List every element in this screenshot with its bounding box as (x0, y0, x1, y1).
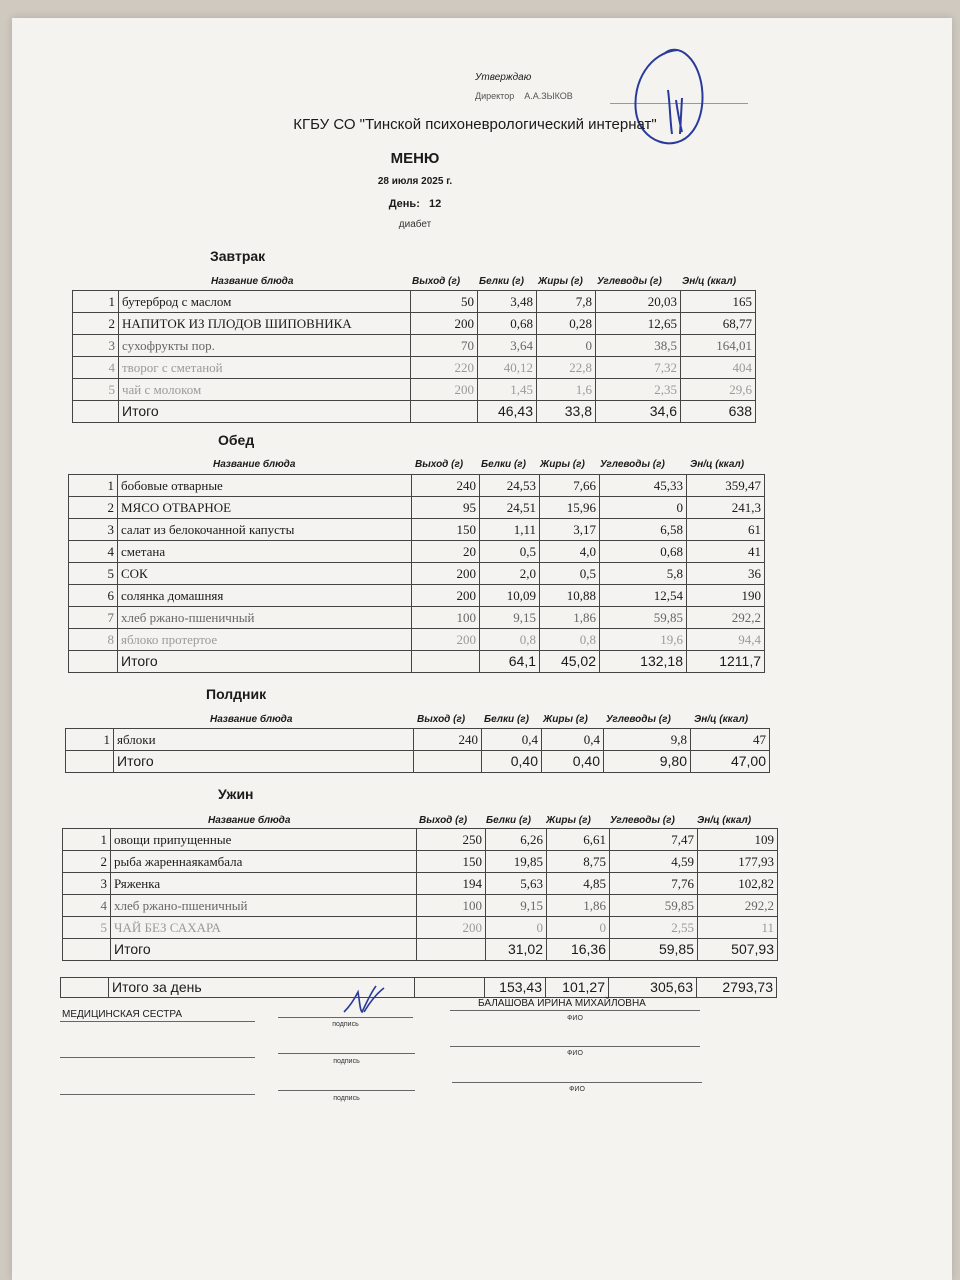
table-cell: 292,2 (687, 607, 765, 629)
table-cell: НАПИТОК ИЗ ПЛОДОВ ШИПОВНИКА (119, 313, 411, 335)
col-energy: Эн/ц (ккал) (690, 459, 745, 470)
table-cell: 1211,7 (687, 651, 765, 673)
table-cell: 4,59 (610, 851, 698, 873)
col-output: Выход (г) (417, 714, 466, 725)
table-cell: хлеб ржано-пшеничный (111, 895, 417, 917)
table-cell: Итого (119, 401, 411, 423)
table-cell: 22,8 (537, 357, 596, 379)
col-energy: Эн/ц (ккал) (682, 276, 737, 287)
table-cell: 3,17 (540, 519, 600, 541)
table-cell (63, 939, 111, 961)
table-cell: 3 (69, 519, 118, 541)
signature-line (450, 1046, 700, 1047)
section-title-dinner: Ужин (218, 786, 254, 802)
table-cell: 0,5 (480, 541, 540, 563)
table-cell: Итого (111, 939, 417, 961)
table-cell: 100 (417, 895, 486, 917)
signature-caption: подпись (332, 1021, 359, 1028)
table-cell: 2,35 (596, 379, 681, 401)
table-cell: сметана (118, 541, 412, 563)
table-cell: 101,27 (546, 978, 609, 998)
col-output: Выход (г) (419, 815, 468, 826)
col-carbs: Углеводы (г) (606, 714, 671, 725)
table-cell: 1,86 (547, 895, 610, 917)
table-cell: творог с сметаной (119, 357, 411, 379)
menu-date: 28 июля 2025 г. (377, 176, 453, 187)
table-row (73, 379, 756, 401)
table-cell: 2,0 (480, 563, 540, 585)
table-cell: овощи припущенные (111, 829, 417, 851)
signature-caption: подпись (333, 1058, 360, 1065)
table-cell: 507,93 (698, 939, 778, 961)
table-cell: Итого (114, 751, 414, 773)
organization-name: КГБУ СО "Тинской психоневрологический интернат" (293, 116, 657, 133)
table-cell: 4 (63, 895, 111, 917)
col-name: Название блюда (208, 815, 291, 826)
day-row (0, 198, 830, 210)
table-cell: 50 (411, 291, 478, 313)
table-row (63, 895, 778, 917)
table-cell: 1 (63, 829, 111, 851)
table-cell (412, 651, 480, 673)
col-protein: Белки (г) (479, 276, 524, 287)
table-cell: 0 (600, 497, 687, 519)
table-cell: 19,6 (600, 629, 687, 651)
breakfast-table (72, 290, 756, 423)
table-cell: 150 (417, 851, 486, 873)
table-cell: 12,65 (596, 313, 681, 335)
table-cell: сухофрукты пор. (119, 335, 411, 357)
table-cell: 7,8 (537, 291, 596, 313)
table-cell: салат из белокочанной капусты (118, 519, 412, 541)
table-row (69, 541, 765, 563)
table-cell: 7,32 (596, 357, 681, 379)
table-cell: 1 (66, 729, 114, 751)
table-cell: МЯСО ОТВАРНОЕ (118, 497, 412, 519)
table-cell (414, 751, 482, 773)
table-row (73, 357, 756, 379)
col-energy: Эн/ц (ккал) (697, 815, 752, 826)
table-cell: 177,93 (698, 851, 778, 873)
signature-caption: подпись (333, 1095, 360, 1102)
table-cell: 5 (69, 563, 118, 585)
table-cell (411, 401, 478, 423)
table-cell: 5,63 (486, 873, 547, 895)
section-title-lunch: Обед (218, 432, 255, 448)
day-label: День: (388, 198, 420, 210)
signature-line (278, 1053, 415, 1054)
table-cell: 7,47 (610, 829, 698, 851)
table-cell: 3,64 (478, 335, 537, 357)
table-cell: 1,45 (478, 379, 537, 401)
table-cell: 9,80 (604, 751, 691, 773)
table-cell: 0,28 (537, 313, 596, 335)
table-cell: 241,3 (687, 497, 765, 519)
table-row (66, 729, 770, 751)
table-cell: 5,8 (600, 563, 687, 585)
table-cell: 5 (73, 379, 119, 401)
table-row (63, 829, 778, 851)
table-cell: бобовые отварные (118, 475, 412, 497)
table-cell: 132,18 (600, 651, 687, 673)
column-headers (0, 459, 960, 473)
signature-line (60, 1094, 255, 1095)
table-cell: 47,00 (691, 751, 770, 773)
table-cell: 2 (73, 313, 119, 335)
table-cell: 100 (412, 607, 480, 629)
document-title: МЕНЮ (390, 150, 440, 167)
approval-label: Утверждаю (475, 72, 532, 83)
table-cell: 6 (69, 585, 118, 607)
table-cell: 0,4 (542, 729, 604, 751)
table-cell: 31,02 (486, 939, 547, 961)
table-cell: 200 (412, 585, 480, 607)
table-cell: 45,02 (540, 651, 600, 673)
column-headers (0, 815, 960, 829)
table-cell: 2 (69, 497, 118, 519)
director-line (475, 91, 573, 101)
table-row (63, 873, 778, 895)
table-cell: 33,8 (537, 401, 596, 423)
table-cell: 11 (698, 917, 778, 939)
table-cell: Ряженка (111, 873, 417, 895)
signature-line (450, 1010, 700, 1011)
table-cell: 45,33 (600, 475, 687, 497)
table-row (63, 851, 778, 873)
col-protein: Белки (г) (481, 459, 526, 470)
table-cell: 34,6 (596, 401, 681, 423)
director-label: Директор (475, 91, 515, 101)
table-cell: 10,09 (480, 585, 540, 607)
table-cell: 2 (63, 851, 111, 873)
table-cell: бутерброд с маслом (119, 291, 411, 313)
signature-line (60, 1057, 255, 1058)
table-cell: 2,55 (610, 917, 698, 939)
signature-line (278, 1017, 413, 1018)
section-title-snack: Полдник (206, 686, 267, 702)
table-cell: 20,03 (596, 291, 681, 313)
table-cell: 6,61 (547, 829, 610, 851)
table-cell (69, 651, 118, 673)
table-cell: 3,48 (478, 291, 537, 313)
table-cell: 9,15 (480, 607, 540, 629)
table-cell: 1 (69, 475, 118, 497)
table-cell: 46,43 (478, 401, 537, 423)
table-cell: 190 (687, 585, 765, 607)
table-cell: 8,75 (547, 851, 610, 873)
table-row (69, 607, 765, 629)
table-cell: 7 (69, 607, 118, 629)
table-cell: 109 (698, 829, 778, 851)
table-cell: 0,8 (480, 629, 540, 651)
table-cell: 0 (486, 917, 547, 939)
table-cell: 68,77 (681, 313, 756, 335)
table-cell: 150 (412, 519, 480, 541)
col-protein: Белки (г) (486, 815, 531, 826)
table-row (73, 313, 756, 335)
table-cell: 7,66 (540, 475, 600, 497)
table-cell (417, 939, 486, 961)
col-fat: Жиры (г) (546, 815, 591, 826)
table-cell (415, 978, 485, 998)
table-cell: 70 (411, 335, 478, 357)
director-signature-icon (620, 42, 720, 157)
table-cell: 164,01 (681, 335, 756, 357)
day-number: 12 (429, 198, 442, 210)
section-title-breakfast: Завтрак (210, 248, 266, 264)
table-cell: 2793,73 (697, 978, 777, 998)
table-cell: 1 (73, 291, 119, 313)
table-row (69, 629, 765, 651)
table-cell: 200 (411, 313, 478, 335)
table-cell: 12,54 (600, 585, 687, 607)
table-cell: 24,53 (480, 475, 540, 497)
table-cell: 19,85 (486, 851, 547, 873)
table-cell: 4,0 (540, 541, 600, 563)
director-name: А.А.ЗЫКОВ (524, 91, 573, 101)
col-fat: Жиры (г) (540, 459, 585, 470)
table-cell: 3 (63, 873, 111, 895)
table-cell: 1,11 (480, 519, 540, 541)
table-cell: 200 (412, 629, 480, 651)
column-headers (0, 276, 960, 290)
nurse-signature-icon (340, 982, 390, 1016)
table-cell: 305,63 (609, 978, 697, 998)
table-cell: 15,96 (540, 497, 600, 519)
table-cell: 20 (412, 541, 480, 563)
table-cell (73, 401, 119, 423)
col-energy: Эн/ц (ккал) (694, 714, 749, 725)
table-cell: яблоко протертое (118, 629, 412, 651)
table-row (73, 335, 756, 357)
table-cell: 200 (412, 563, 480, 585)
table-cell: хлеб ржано-пшеничный (118, 607, 412, 629)
table-cell: 292,2 (698, 895, 778, 917)
table-cell: 36 (687, 563, 765, 585)
table-cell: 638 (681, 401, 756, 423)
table-total-row (63, 939, 778, 961)
table-cell: 0,5 (540, 563, 600, 585)
table-cell: 0,68 (478, 313, 537, 335)
table-cell: Итого (118, 651, 412, 673)
table-cell: 8 (69, 629, 118, 651)
table-cell: 4,85 (547, 873, 610, 895)
table-total-row (69, 651, 765, 673)
fio-caption: ФИО (569, 1086, 585, 1093)
table-row (73, 291, 756, 313)
table-cell: 220 (411, 357, 478, 379)
table-cell: 9,8 (604, 729, 691, 751)
table-cell: 240 (412, 475, 480, 497)
table-cell: 5 (63, 917, 111, 939)
table-cell (66, 751, 114, 773)
table-cell: 4 (69, 541, 118, 563)
table-cell: 165 (681, 291, 756, 313)
table-cell: 359,47 (687, 475, 765, 497)
table-cell: 250 (417, 829, 486, 851)
table-cell: 59,85 (600, 607, 687, 629)
table-row (63, 917, 778, 939)
table-cell: 153,43 (485, 978, 546, 998)
table-row (69, 563, 765, 585)
table-cell: рыба жареннаякамбала (111, 851, 417, 873)
table-row (69, 519, 765, 541)
diet-type: диабет (398, 219, 432, 230)
table-cell: 0,40 (482, 751, 542, 773)
table-cell: 95 (412, 497, 480, 519)
table-cell: 29,6 (681, 379, 756, 401)
table-cell: 404 (681, 357, 756, 379)
table-cell: 194 (417, 873, 486, 895)
table-total-row (66, 751, 770, 773)
signature-role-nurse: МЕДИЦИНСКАЯ СЕСТРА (62, 1009, 183, 1020)
table-cell: 16,36 (547, 939, 610, 961)
fio-caption: ФИО (567, 1050, 583, 1057)
table-cell: 6,58 (600, 519, 687, 541)
fio-caption: ФИО (567, 1015, 583, 1022)
signature-fio-nurse: БАЛАШОВА ИРИНА МИХАЙЛОВНА (478, 998, 646, 1009)
table-cell: 59,85 (610, 895, 698, 917)
table-cell: 1,6 (537, 379, 596, 401)
table-total-row (73, 401, 756, 423)
col-carbs: Углеводы (г) (597, 276, 662, 287)
lunch-table (68, 474, 765, 673)
day-total-label: Итого за день (109, 978, 415, 998)
table-cell: 200 (417, 917, 486, 939)
table-row (69, 585, 765, 607)
signature-line (60, 1021, 255, 1022)
table-cell: 10,88 (540, 585, 600, 607)
col-name: Название блюда (210, 714, 293, 725)
col-fat: Жиры (г) (538, 276, 583, 287)
col-name: Название блюда (211, 276, 294, 287)
col-output: Выход (г) (415, 459, 464, 470)
dinner-table (62, 828, 778, 961)
col-carbs: Углеводы (г) (610, 815, 675, 826)
table-cell: 38,5 (596, 335, 681, 357)
snack-table (65, 728, 770, 773)
table-cell: 3 (73, 335, 119, 357)
table-row (69, 475, 765, 497)
table-cell: ЧАЙ БЕЗ САХАРА (111, 917, 417, 939)
table-cell: 0,68 (600, 541, 687, 563)
table-cell: 6,26 (486, 829, 547, 851)
table-cell: 0 (547, 917, 610, 939)
table-cell: 9,15 (486, 895, 547, 917)
table-cell: 1,86 (540, 607, 600, 629)
col-name: Название блюда (213, 459, 296, 470)
column-headers (0, 714, 960, 728)
table-cell: 61 (687, 519, 765, 541)
table-cell: 240 (414, 729, 482, 751)
table-cell: 7,76 (610, 873, 698, 895)
signature-line (452, 1082, 702, 1083)
table-row (69, 497, 765, 519)
table-cell: 59,85 (610, 939, 698, 961)
table-cell: 4 (73, 357, 119, 379)
table-cell: 64,1 (480, 651, 540, 673)
table-cell: 0,4 (482, 729, 542, 751)
table-cell: 47 (691, 729, 770, 751)
col-fat: Жиры (г) (543, 714, 588, 725)
table-cell: солянка домашняя (118, 585, 412, 607)
table-cell: 200 (411, 379, 478, 401)
day-total-table (60, 977, 777, 998)
col-carbs: Углеводы (г) (600, 459, 665, 470)
table-cell: 40,12 (478, 357, 537, 379)
table-cell: 41 (687, 541, 765, 563)
table-cell: 0,8 (540, 629, 600, 651)
day-total-row (61, 978, 777, 998)
table-cell: СОК (118, 563, 412, 585)
table-cell (61, 978, 109, 998)
table-cell: 102,82 (698, 873, 778, 895)
table-cell: 0 (537, 335, 596, 357)
col-output: Выход (г) (412, 276, 461, 287)
col-protein: Белки (г) (484, 714, 529, 725)
table-cell: 94,4 (687, 629, 765, 651)
table-cell: яблоки (114, 729, 414, 751)
table-cell: 0,40 (542, 751, 604, 773)
signature-line (278, 1090, 415, 1091)
table-cell: чай с молоком (119, 379, 411, 401)
table-cell: 24,51 (480, 497, 540, 519)
